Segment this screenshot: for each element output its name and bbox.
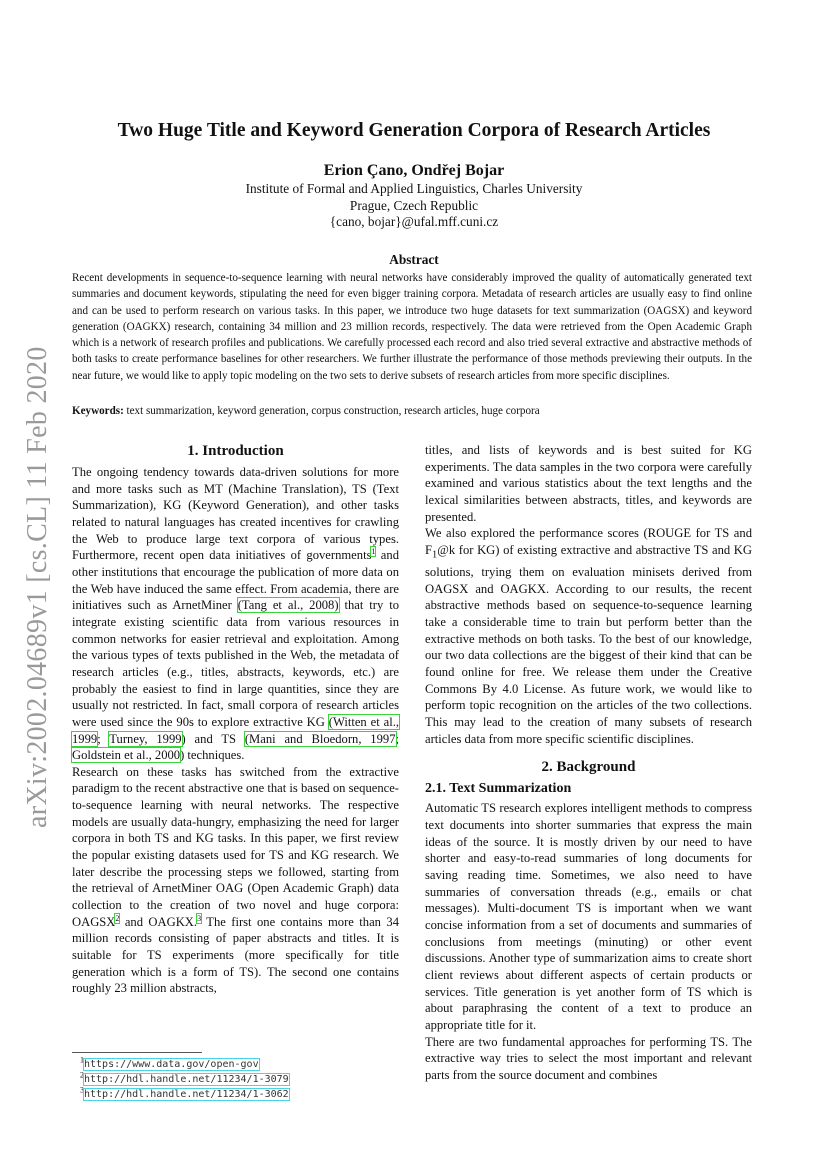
text-run: ;	[395, 731, 399, 746]
intro-paragraph-2	[72, 764, 399, 997]
text-run: and other institutions that encourage the publication of more data on the Web have induced the same effect. From academia, there are initiatives such as ArnetMiner	[72, 548, 399, 613]
text-run: ;	[97, 731, 110, 746]
keywords	[72, 405, 752, 417]
section-heading-introduction: 1. Introduction	[187, 443, 284, 459]
affiliation-email: {cano, bojar}@ufal.mff.cuni.cz	[329, 214, 499, 229]
footnote-2	[80, 1072, 289, 1087]
text-run: ) and TS	[181, 731, 245, 746]
text-run: ) techniques.	[180, 748, 245, 763]
footnote-number: 2	[80, 1070, 84, 1080]
background-paragraph-1: Automatic TS research explores intelligent methods to compress text documents into shorter summaries that express the main ideas of the source. It is mostly driven by our need to have shorter and easy-to-read summaries of long documents for saving reading time. Sometimes, we also need to have summaries of conversation threads (e.g., emails or chat messages). Multi-document TS is important when we want concise information from a set of documents and summaries of conclusions from meetings (minuting) or other event discussions. Another type of summarization aims to create short client reviews about different aspects of certain products or services. Title generation is yet another form of TS which is about paraphrasing the content of a text to produce an appropriate title for it.	[425, 801, 752, 1032]
citation-goldstein-2000[interactable]: Goldstein et al., 2000	[72, 748, 181, 763]
footnote-ref-1[interactable]: 1	[371, 547, 376, 557]
subsection-heading-text-summarization: 2.1. Text Summarization	[425, 781, 572, 797]
subscript: 1	[432, 549, 438, 561]
text-run: and OAGKX.	[119, 914, 198, 929]
text-run: The first one contains more than 34 million records consisting of paper abstracts and titles. It is suitable for TS experiments (more specifically for title generation which is a form of TS). The second one contains roughly 23 million abstracts,	[72, 914, 400, 996]
text-run: Research on these tasks has switched from the extractive paradigm to the recent abstractive one that is based on sequence-to-sequence learning with neural networks. The respective models are usually data-hungry, emphasizing the need for larger corpora in both TS and KG tasks. In this paper, we first review the popular existing datasets used for TS and KG research. We later describe the processing steps we followed, starting from the retrieval of ArnetMiner OAG (Open Academic Graph) data collection to the creation of two novel and huge corpora: OAGSX	[72, 764, 399, 929]
intro-paragraph-3: titles, and lists of keywords and is best suited for KG experiments. The data samples in the two corpora were carefully examined and various statistics about the text lengths and the lexical similarities between abstracts, titles, and keywords are presented.	[425, 443, 752, 524]
left-column	[72, 441, 399, 997]
abstract-heading: Abstract	[389, 252, 439, 267]
citation-turney-1999[interactable]: Turney, 1999	[109, 731, 182, 746]
affiliation	[70, 181, 758, 231]
footnotes	[80, 1057, 289, 1102]
text-run: We also explored the performance scores (ROUGE for TS and F	[425, 526, 752, 557]
footnote-link[interactable]: https://www.data.gov/open-gov	[84, 1059, 259, 1070]
citation-tang-2008[interactable]: (Tang et al., 2008)	[237, 598, 339, 613]
affiliation-institute: Institute of Formal and Applied Linguistics, Charles University	[245, 181, 583, 196]
footnote-1	[80, 1057, 289, 1072]
footnote-number: 3	[80, 1085, 84, 1095]
text-run: @k for KG) of existing extractive and abstractive TS and KG solutions, trying them on evaluation minisets derived from OAGSX and OAGKX. According to our results, the recent abstractive methods based on sequence-to-sequence learning take a considerable time to train but perform better than the extractive methods on both tasks. To the best of our knowledge, our two data collections are the biggest of their kind that can be found online for free. We release them under the Creative Commons By 4.0 License. As future work, we would like to perform topic recognition on the articles of the two collections. This may lead to the creation of many subsets of research articles data from more specific scientific disciplines.	[425, 542, 752, 746]
citation-mani-1997[interactable]: (Mani and Bloedorn, 1997	[244, 731, 396, 746]
intro-paragraph-4	[425, 525, 752, 747]
intro-paragraph-1	[72, 464, 399, 764]
section-heading-background: 2. Background	[541, 759, 636, 776]
footnote-3	[80, 1087, 289, 1102]
arxiv-identifier-text: arXiv:2002.04689v1 [cs.CL] 11 Feb 2020	[22, 346, 53, 828]
footnote-divider	[72, 1052, 202, 1053]
footnote-ref-2[interactable]: 2	[115, 913, 120, 923]
footnote-ref-3[interactable]: 3	[197, 913, 202, 923]
paper-authors: Erion Çano, Ondřej Bojar	[323, 162, 505, 179]
text-run: that try to integrate existing scientific data from various resources in common networks for easier retrieval and exploitation. Among the various types of texts published in the Web, the metadata of research articles (e.g., titles, abstracts, keywords, etc.) are probably the easiest to find in large quantities, since they are usually not restricted. In fact, small corpora of research articles were used since the 90s to explore extractive KG	[72, 598, 399, 729]
keywords-label: Keywords:	[72, 405, 124, 417]
footnote-link[interactable]: http://hdl.handle.net/11234/1-3062	[84, 1089, 289, 1100]
footnote-number: 1	[80, 1055, 84, 1065]
arxiv-identifier	[14, 330, 58, 830]
keywords-text: text summarization, keyword generation, corpus construction, research articles, huge corpora	[123, 405, 540, 417]
paper-title: Two Huge Title and Keyword Generation Corpora of Research Articles	[117, 120, 711, 141]
abstract-text: Recent developments in sequence-to-sequence learning with neural networks have considerably improved the quality of automatically generated text summaries and document keywords, stipulating the need for even bigger training corpora. Metadata of research articles are usually easy to find online and can be used to perform research on various tasks. In this paper, we introduce two huge datasets for text summarization (OAGSX) and keyword generation (OAGKX) research, containing 34 million and 23 million records, respectively. The data were retrieved from the Open Academic Graph which is a network of research profiles and publications. We carefully processed each record and also tried several extractive and abstractive methods of both tasks to create performance baselines for other researchers. We further illustrate the performance of those methods previewing their outputs. In the near future, we would like to apply topic modeling on the two sets to derive subsets of research articles from more specific disciplines.	[72, 272, 752, 382]
citation-witten-1999[interactable]: (Witten et al., 1999	[72, 714, 399, 746]
footnote-link[interactable]: http://hdl.handle.net/11234/1-3079	[84, 1074, 289, 1085]
right-column	[425, 442, 752, 1083]
text-run: The ongoing tendency towards data-driven solutions for more and more tasks such as MT (Machine Translation), TS (Text Summarization), KG (Keyword Generation), and other tasks related to natural languages has created incentives for crawling the Web to produce large text corpora of various types. Furthermore, recent open data initiatives of governments	[72, 465, 399, 563]
affiliation-location: Prague, Czech Republic	[349, 197, 479, 213]
background-paragraph-2: There are two fundamental approaches for performing TS. The extractive way tries to select the most important and relevant parts from the source document and combines	[425, 1034, 752, 1082]
